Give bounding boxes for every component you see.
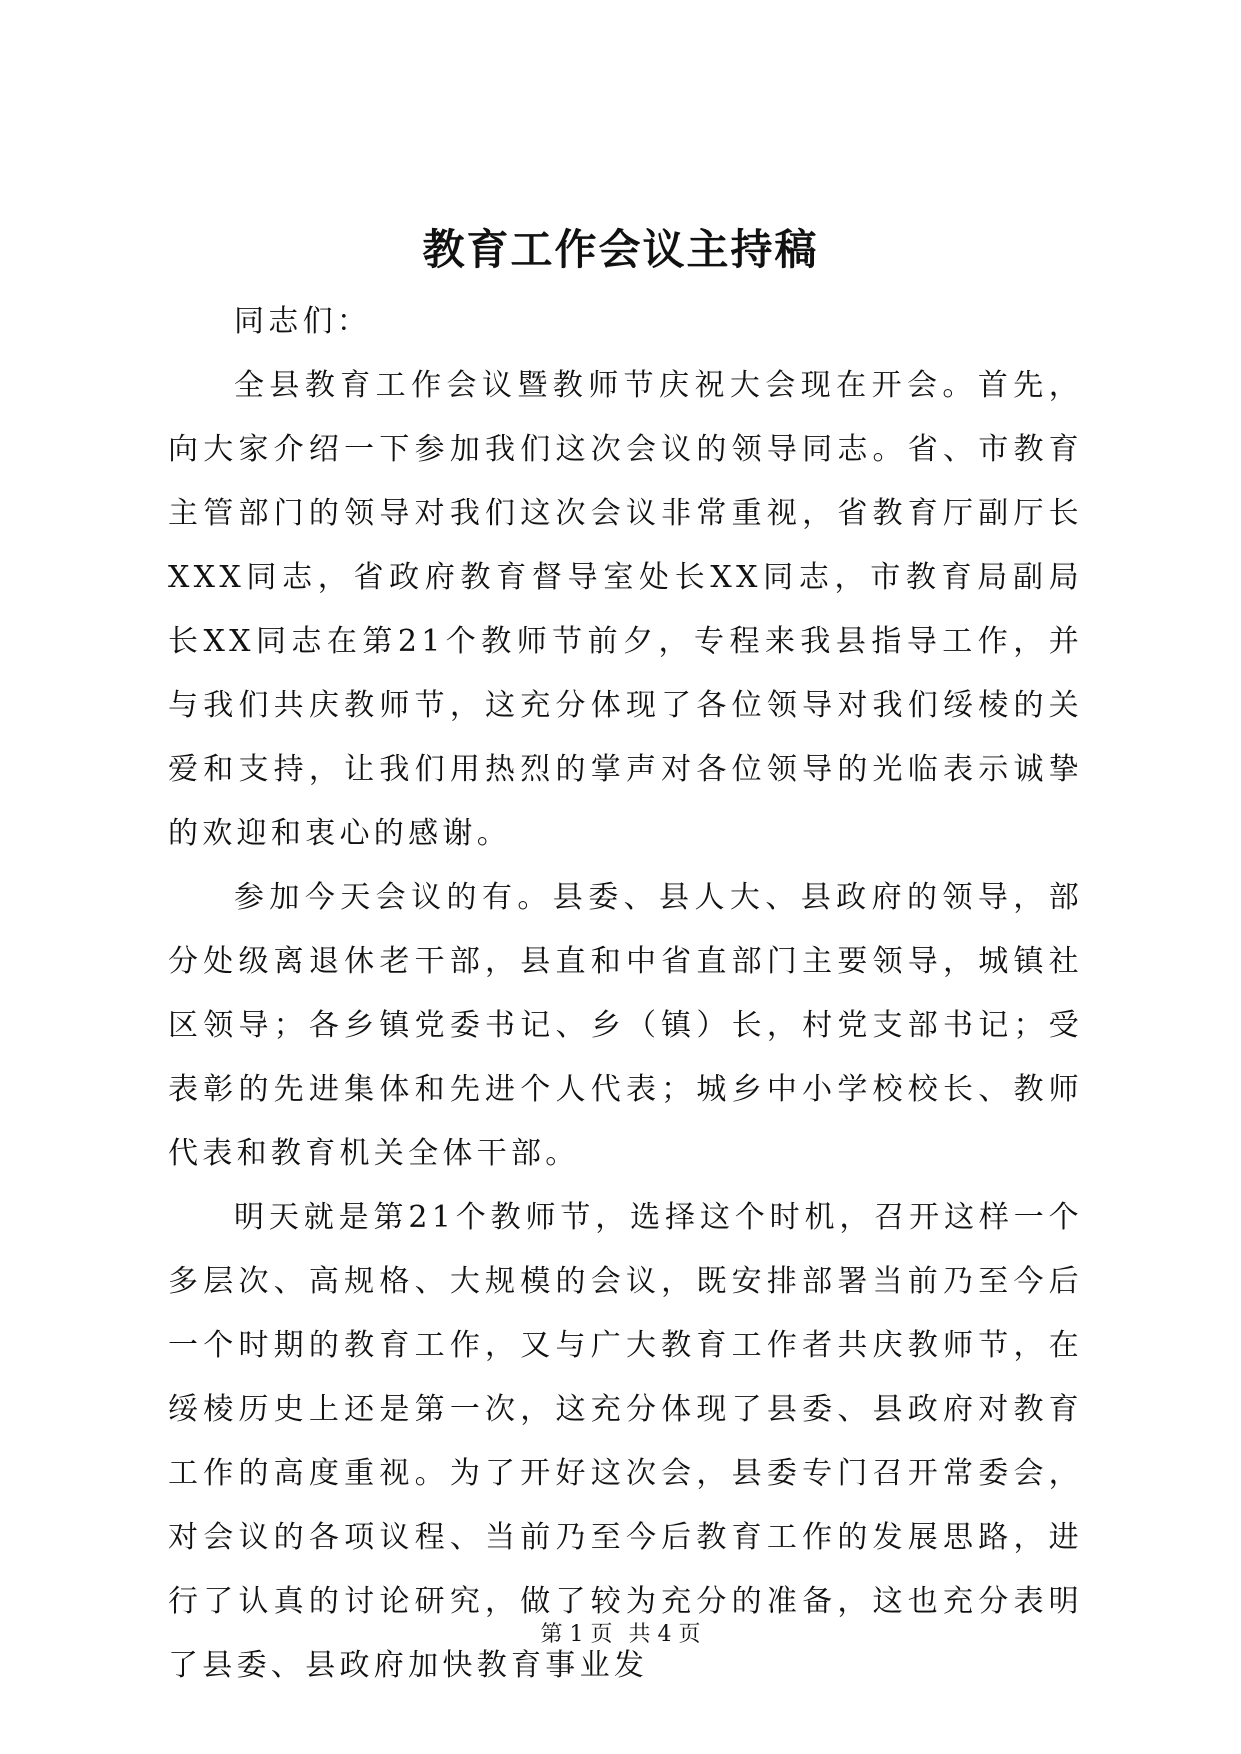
page-footer xyxy=(0,1620,1241,1650)
paragraph-3: 明天就是第21个教师节，选择这个时机，召开这样一个多层次、高规格、大规模的会议，既安排部署当前乃至今后一个时期的教育工作，又与广大教育工作者共庆教师节，在绥棱历史上还是第一次，这充分体现了县委、县政府对教育工作的高度重视。为了开好这次会，县委专门召开常委会，对会议的各项议程、当前乃至今后教育工作的发展思路，进行了认真的讨论研究，做了较为充分的准备，这也充分表明了县委、县政府加快教育事业发 xyxy=(168,1200,1083,1683)
document-title: 教育工作会议主持稿 xyxy=(422,225,819,274)
greeting: 同志们： xyxy=(234,304,372,339)
paragraph-1: 全县教育工作会议暨教师节庆祝大会现在开会。首先，向大家介绍一下参加我们这次会议的领导同志。省、市教育主管部门的领导对我们这次会议非常重视，省教育厅副厅长XXX同志，省政府教育督导室处长XX同志，市教育局副局长XX同志在第21个教师节前夕，专程来我县指导工作，并与我们共庆教师节，这充分体现了各位领导对我们绥棱的关爱和支持，让我们用热烈的掌声对各位领导的光临表示诚挚的欢迎和衷心的感谢。 xyxy=(168,368,1083,851)
page-number: 第 1 页 xyxy=(540,1622,613,1647)
paragraph-2: 参加今天会议的有。县委、县人大、县政府的领导，部分处级离退休老干部，县直和中省直部门主要领导，城镇社区领导；各乡镇党委书记、乡（镇）长，村党支部书记；受表彰的先进集体和先进个人代表；城乡中小学校校长、教师代表和教育机关全体干部。 xyxy=(168,880,1083,1171)
page-total: 共 4 页 xyxy=(628,1622,701,1647)
document-body xyxy=(168,290,1083,1698)
